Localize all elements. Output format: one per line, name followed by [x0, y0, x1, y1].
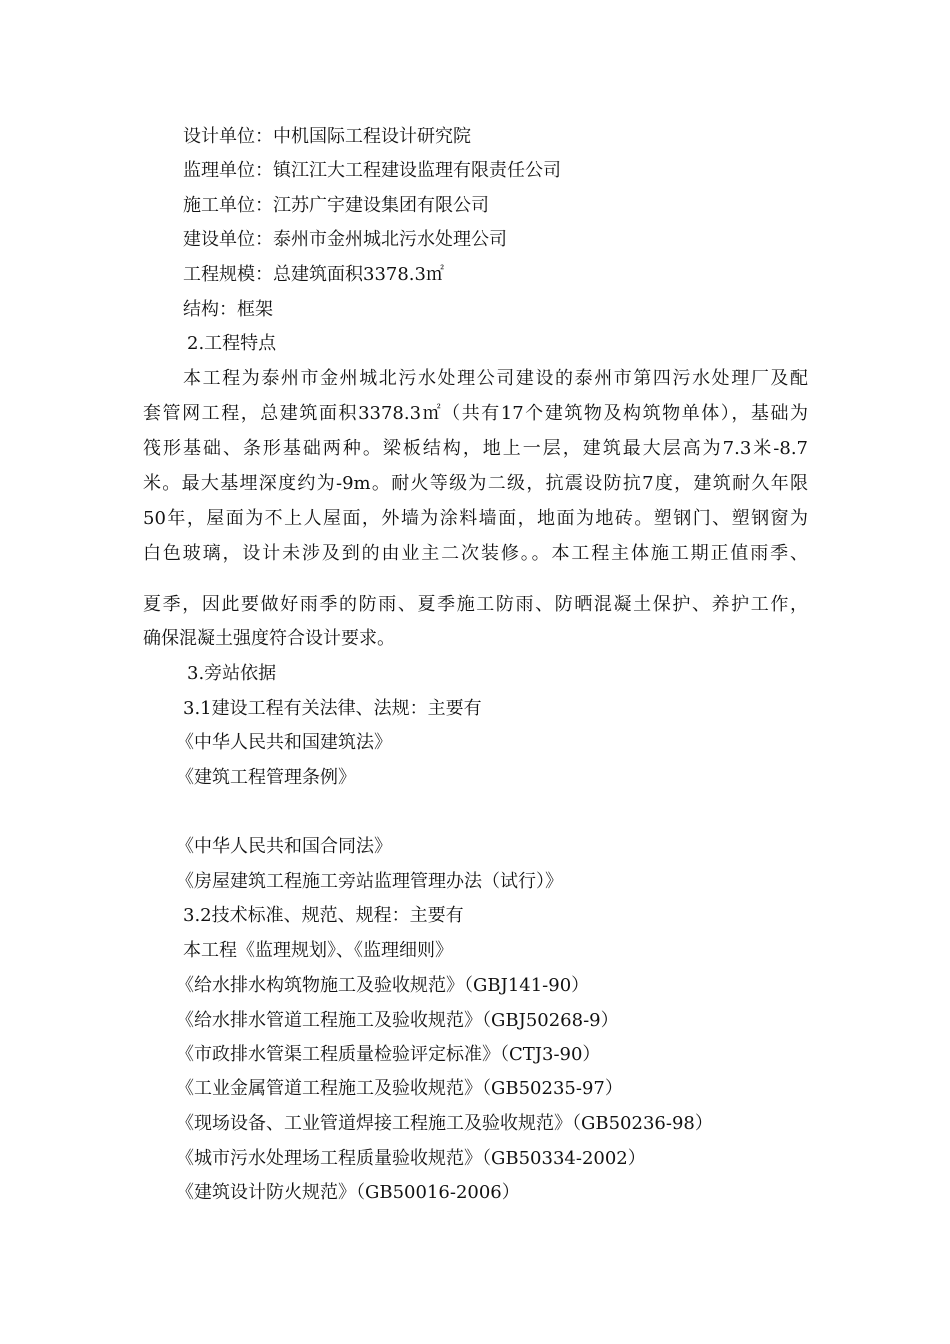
owner-unit-line: 建设单位：泰州市金州城北污水处理公司: [183, 229, 507, 250]
standard-item: 《给水排水构筑物施工及验收规范》（GBJ141-90）: [176, 975, 590, 996]
paragraph-line: 夏季，因此要做好雨季的防雨、夏季施工防雨、防晒混凝土保护、养护工作，: [143, 594, 808, 615]
law-item: 《中华人民共和国合同法》: [176, 836, 392, 857]
paragraph-line: 50年，屋面为不上人屋面，外墙为涂料墙面，地面为地砖。塑钢门、塑钢窗为: [143, 508, 808, 529]
paragraph-line: 筏形基础、条形基础两种。梁板结构，地上一层，建筑最大层高为7.3米-8.7: [143, 438, 808, 459]
law-item: 《建筑工程管理条例》: [176, 767, 356, 788]
structure-line: 结构：框架: [183, 299, 273, 320]
design-unit-line: 设计单位：中机国际工程设计研究院: [183, 126, 471, 147]
law-item: 《房屋建筑工程施工旁站监理管理办法（试行）》: [176, 871, 563, 892]
paragraph-line: 套管网工程，总建筑面积3378.3㎡（共有17个建筑物及构筑物单体），基础为: [143, 403, 808, 424]
section-3-heading: 3.旁站依据: [187, 663, 277, 684]
paragraph-line: 米。最大基埋深度约为-9m。耐火等级为二级，抗震设防抗7度，建筑耐久年限: [143, 473, 808, 494]
standard-item: 《市政排水管渠工程质量检验评定标准》（CTJ3-90）: [176, 1044, 601, 1065]
standard-item: 《建筑设计防火规范》（GB50016-2006）: [176, 1182, 520, 1203]
section-3-1-heading: 3.1建设工程有关法律、法规：主要有: [183, 698, 482, 719]
paragraph-line: 本工程为泰州市金州城北污水处理公司建设的泰州市第四污水处理厂及配: [183, 368, 808, 389]
standard-item: 本工程《监理规划》、《监理细则》: [183, 940, 453, 961]
standard-item: 《给水排水管道工程施工及验收规范》（GBJ50268-9）: [176, 1010, 619, 1031]
standard-item: 《城市污水处理场工程质量验收规范》（GB50334-2002）: [176, 1148, 646, 1169]
standard-item: 《现场设备、工业管道焊接工程施工及验收规范》（GB50236-98）: [176, 1113, 713, 1134]
section-2-heading: 2.工程特点: [187, 333, 277, 354]
standard-item: 《工业金属管道工程施工及验收规范》（GB50235-97）: [176, 1078, 623, 1099]
construction-unit-line: 施工单位：江苏广宇建设集团有限公司: [183, 195, 489, 216]
law-item: 《中华人民共和国建筑法》: [176, 732, 392, 753]
scale-line: 工程规模：总建筑面积3378.3㎡: [183, 264, 444, 285]
paragraph-line: 确保混凝土强度符合设计要求。: [143, 628, 395, 649]
section-3-2-heading: 3.2技术标准、规范、规程：主要有: [183, 905, 464, 926]
paragraph-line: 白色玻璃，设计未涉及到的由业主二次装修。。本工程主体施工期正值雨季、: [143, 543, 808, 564]
supervision-unit-line: 监理单位：镇江江大工程建设监理有限责任公司: [183, 160, 561, 181]
